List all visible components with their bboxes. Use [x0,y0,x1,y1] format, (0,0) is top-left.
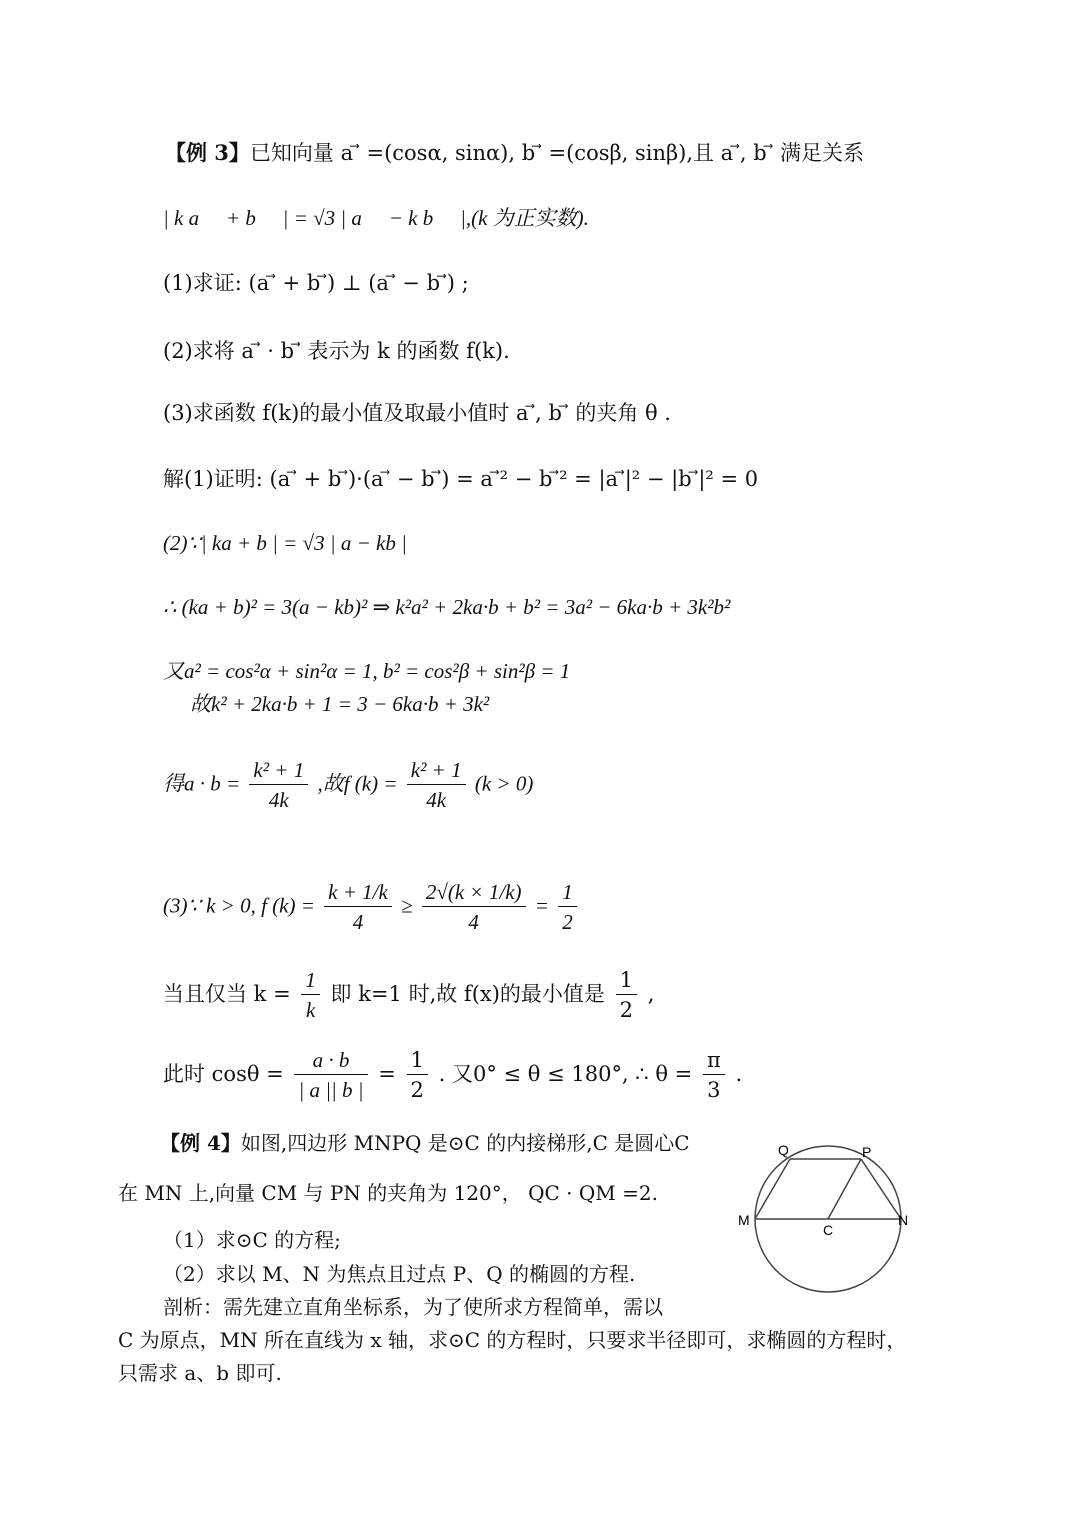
fraction [407,1046,428,1105]
fraction-numerator: a · b [294,1046,367,1075]
fraction-denominator: k [305,998,316,1022]
fraction [294,1046,367,1105]
label-p: P [862,1144,872,1160]
label-c: C [823,1222,834,1238]
example3-question-1: (1)求证: (a ⃗ + b ⃗) ⊥ (a ⃗ − b ⃗) ; [163,271,469,295]
fraction-numerator: k² + 1 [249,756,308,785]
fraction-denominator: 4k [426,788,447,812]
example3-condition: | k a ⃗ + b ⃗ | = √3 | a ⃗ − k b ⃗ |,(k 为正实数). [163,206,589,230]
fraction-numerator: 2√(k × 1/k) [422,878,526,907]
solution-step-3: ∴ (ka + b)² = 3(a − kb)² ⇒ k²a² + 2ka·b + b² = 3a² − 6ka·b + 3k²b² [163,595,731,619]
example4-statement-line-1: 如图,四边形 MNPQ 是⊙C 的内接梯形,C 是圆心C [240,1131,690,1155]
fraction [703,1046,725,1105]
fraction [407,756,466,815]
fraction-denominator: 4k [268,788,289,812]
fraction-denominator: 4 [468,910,479,934]
fraction-denominator: 2 [410,1078,424,1102]
fraction-numerator: 1 [616,966,637,995]
example4-analysis-line-1: 剖析：需先建立直角坐标系，为了使所求方程简单，需以 [163,1295,663,1319]
fraction-numerator: k + 1/k [324,878,392,907]
fraction-denominator: 4 [352,910,364,934]
example4-tag: 【例 4】 [160,1131,241,1155]
inscribed-trapezoid-figure [730,1135,930,1295]
example4-question-2: （2）求以 M、N 为焦点且过点 P、Q 的椭圆的方程. [163,1262,636,1286]
example4-analysis-line-2: C 为原点，MN 所在直线为 x 轴，求⊙C 的方程时，只要求半径即可，求椭圆的方程时， [118,1328,907,1352]
example4-analysis-line-3: 只需求 a、b 即可. [118,1361,282,1385]
step6-prefix: 得a · b = [163,771,241,796]
fraction [249,756,308,815]
fraction [324,878,392,937]
example4-statement-line-2: 在 MN 上,向量 CM 与 PN 的夹角为 120°， QC · QM =2. [118,1181,658,1205]
equals-sign: = [534,893,549,918]
example3-question-3: (3)求函数 f(k)的最小值及取最小值时 a ⃗, b ⃗ 的夹角 θ . [163,401,671,425]
step6-suffix: (k > 0) [474,771,534,796]
example3-heading [165,138,864,168]
step8-suffix: , [647,982,655,1006]
step9-middle: . 又0° ≤ θ ≤ 180°, ∴ θ = [438,1062,693,1086]
step9-prefix: 此时 cosθ = [163,1062,284,1086]
fraction [301,966,320,1025]
step6-middle: ,故f (k) = [317,771,398,796]
example3-statement: 已知向量 a ⃗ =(cosα, sinα), b ⃗ =(cosβ, sinβ),且 a ⃗, b ⃗ 满足关系 [249,141,865,165]
example3-question-2: (2)求将 a ⃗ · b ⃗ 表示为 k 的函数 f(k). [163,339,510,363]
fraction-denominator: 3 [707,1078,721,1102]
fraction-denominator: | a || b | [298,1078,364,1102]
solution-step-2: (2)∵| ka + b | = √3 | a − kb | [163,531,407,555]
solution-step-7 [163,878,581,937]
solution-step-6 [163,756,533,815]
fraction [616,966,637,1025]
solution-step-9 [163,1046,742,1105]
segment-pc [828,1159,861,1219]
solution-step-5: 故k² + 2ka·b + 1 = 3 − 6ka·b + 3k² [190,692,490,716]
example4-heading [160,1128,690,1158]
fraction-numerator: 1 [558,878,577,907]
example3-tag: 【例 3】 [165,140,250,165]
fraction-numerator: 1 [301,966,320,995]
fraction [558,878,577,937]
example4-question-1: （1）求⊙C 的方程; [163,1228,341,1252]
label-m: M [738,1212,750,1228]
fraction-numerator: π [703,1046,725,1075]
fraction-denominator: 2 [619,998,633,1022]
label-n: N [898,1212,909,1228]
fraction-numerator: 1 [407,1046,428,1075]
step8-middle: 即 k=1 时,故 f(x)的最小值是 [330,982,605,1006]
label-q: Q [778,1142,789,1158]
step9-suffix: . [735,1062,743,1086]
segment-mq [755,1159,790,1219]
fraction [422,878,526,937]
solution-step-1: 解(1)证明: (a ⃗ + b ⃗)·(a ⃗ − b ⃗) = a ⃗² − b ⃗² = |a ⃗|² − |b ⃗|² = 0 [163,467,759,491]
fraction-denominator: 2 [562,910,573,934]
step7-prefix: (3)∵ k > 0, f (k) = [163,893,315,918]
solution-step-4: 又a² = cos²α + sin²α = 1, b² = cos²β + sin²β = 1 [163,659,571,683]
fraction-numerator: k² + 1 [407,756,466,785]
solution-step-8 [163,966,654,1025]
equals-sign: = [378,1062,396,1086]
greater-equal-sign: ≥ [401,893,413,918]
step8-prefix: 当且仅当 k = [163,982,291,1006]
